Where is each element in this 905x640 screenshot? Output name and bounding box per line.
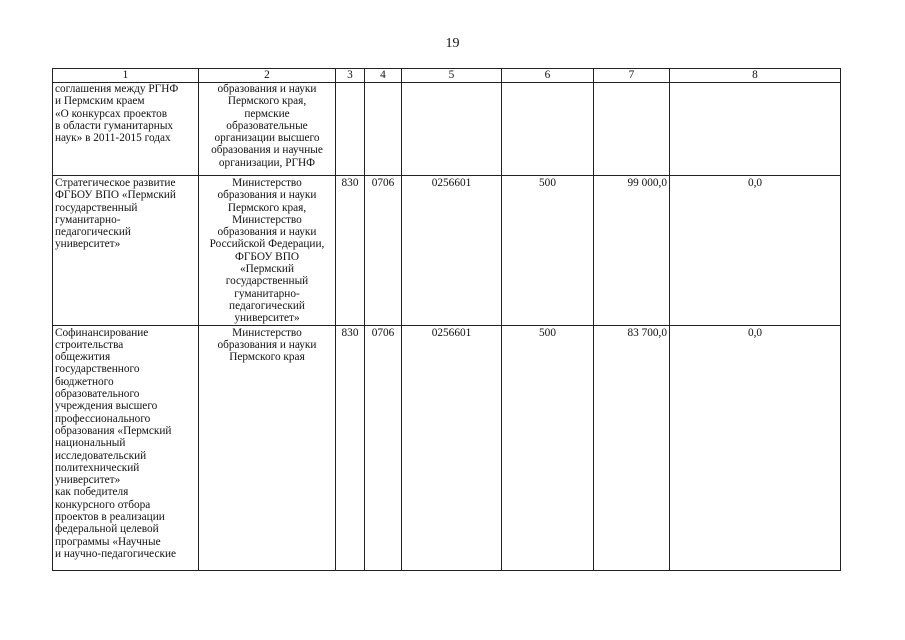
table-row: [53, 83, 841, 176]
column-header: 5: [402, 69, 502, 83]
expense-type-cell: [502, 83, 594, 176]
page-number: 19: [445, 36, 460, 51]
column-header: 3: [336, 69, 365, 83]
amount-cell: 83 700,0: [594, 325, 670, 570]
section-code-cell: [365, 83, 402, 176]
measure-name-cell: [53, 176, 199, 326]
amount-cell: 99 000,0: [594, 176, 670, 326]
measure-name: соглашения между РГНФ и Пермским краем «О конкурсах проектов в области гуманитарных наук» в 2011-2015 годах: [55, 83, 179, 145]
section-code-cell: 0706: [365, 325, 402, 570]
ministry-code-cell: 830: [336, 176, 365, 326]
executor-cell: [199, 176, 336, 326]
measure-name: Стратегическое развитие ФГБОУ ВПО «Пермский государственный гуманитарно- педагогический университет»: [55, 177, 176, 251]
ministry-code-cell: 830: [336, 325, 365, 570]
executor-text: Министерство образования и науки Пермского края, Министерство образования и науки Российской Федерации, ФГБОУ ВПО «Пермский государственный гуманитарно- педагогический университет»: [209, 177, 325, 325]
budget-table: [52, 68, 841, 571]
expense-type-cell: 500: [502, 325, 594, 570]
executor-cell: [199, 83, 336, 176]
column-header: 2: [199, 69, 336, 83]
section-code-cell: 0706: [365, 176, 402, 326]
executor-cell: [199, 325, 336, 570]
expense-type-cell: 500: [502, 176, 594, 326]
column-header: 7: [594, 69, 670, 83]
target-code-cell: [402, 83, 502, 176]
amount-2-cell: 0,0: [670, 176, 841, 326]
ministry-code-cell: [336, 83, 365, 176]
amount-2-cell: [670, 83, 841, 176]
column-header: 1: [53, 69, 199, 83]
table-row: [53, 325, 841, 570]
measure-name-cell: [53, 325, 199, 570]
column-header: 8: [670, 69, 841, 83]
table-row: [53, 176, 841, 326]
amount-2-cell: 0,0: [670, 325, 841, 570]
executor-text: образования и науки Пермского края, пермские образовательные организации высшего образования и научные организации, РГНФ: [211, 83, 323, 169]
table-header-row: [53, 69, 841, 83]
column-header: 6: [502, 69, 594, 83]
executor-text: Министерство образования и науки Пермского края: [217, 326, 317, 364]
amount-cell: [594, 83, 670, 176]
target-code-cell: 0256601: [402, 176, 502, 326]
measure-name-cell: [53, 83, 199, 176]
column-header: 4: [365, 69, 402, 83]
measure-name: Софинансирование строительства общежития государственного бюджетного образовательного учреждения высшего профессионального образования «Пермский национальный исследовательский политехнический университет» как победителя конкурсного отбора проектов в реализации федеральной целевой программы «Научные и научно-педагогические: [55, 326, 177, 560]
target-code-cell: 0256601: [402, 325, 502, 570]
